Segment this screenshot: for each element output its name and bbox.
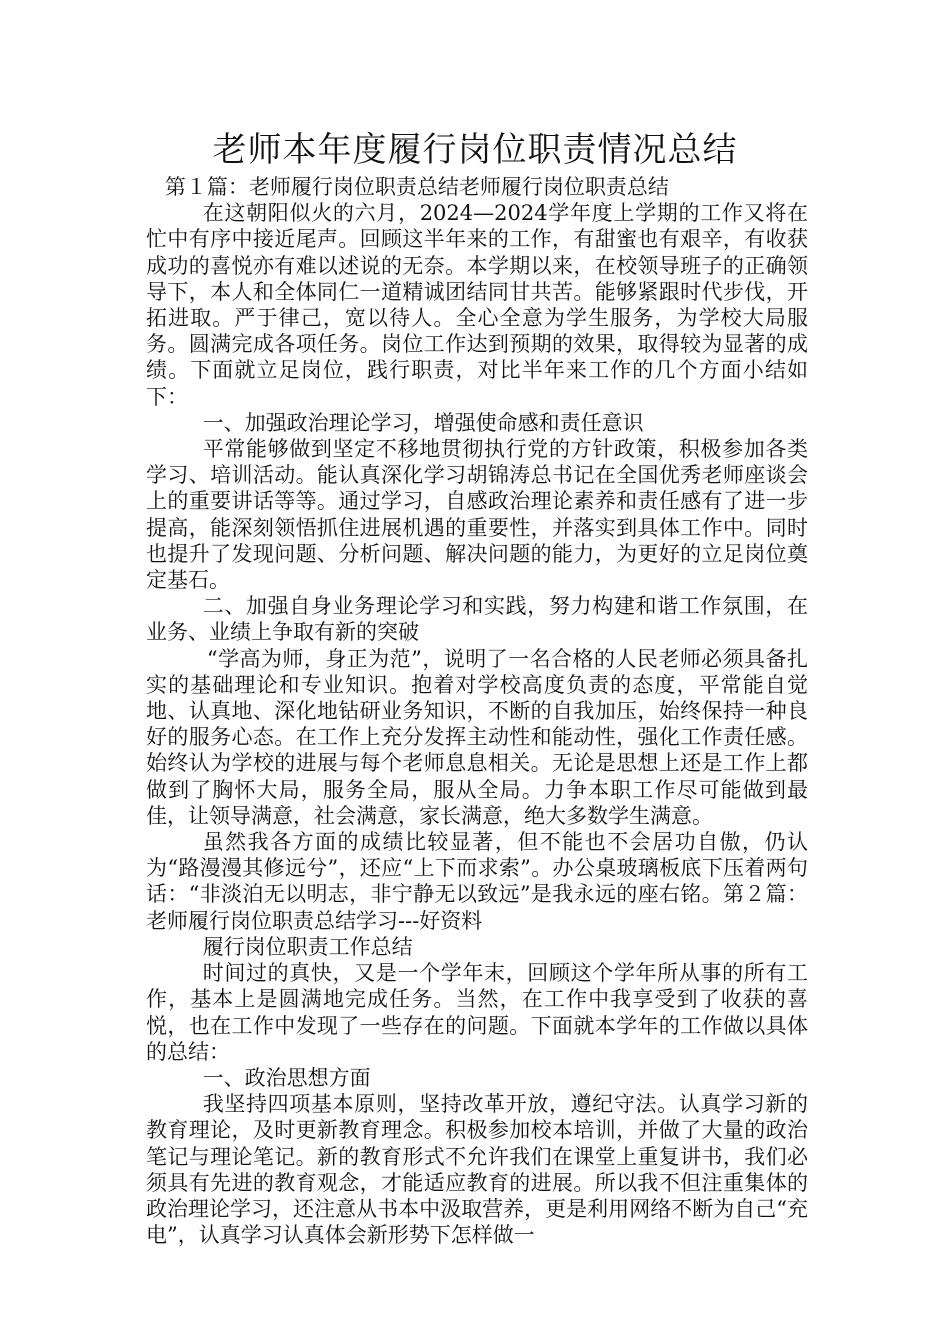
document-title: 老师本年度履行岗位职责情况总结: [212, 130, 738, 170]
body-paragraph: “学高为师，身正为范”，说明了一名合格的人民老师必须具备扎实的基础理论和专业知识。抱着对学校高度负责的态度，平常能自觉地、认真地、深化地钻研业务知识，不断的自我加压，始终保持一种良好的服务心态。在工作上充分发挥主动性和能动性，强化工作责任感。始终认为学校的进展与每个老师息息相关。无论是思想上还是工作上都做到了胸怀大局，服务全局，服从全局。力争本职工作尽可能做到最佳，让领导满意，社会满意，家长满意，绝大多数学生满意。: [146, 646, 808, 828]
section-heading: 一、政治思想方面: [202, 1065, 371, 1090]
body-paragraph: 虽然我各方面的成绩比较显著，但不能也不会居功自傲，仍认为“路漫漫其修远兮”，还应“上下而求索”。办公桌玻璃板底下压着两句话：“非淡泊无以明志，非宁静无以致远”是我永远的座右铭。第２篇：老师履行岗位职责总结学习---好资料: [146, 830, 808, 933]
document-body: [146, 174, 808, 1248]
section-heading: 二、加强自身业务理论学习和实践，努力构建和谐工作氛围，在业务、业绩上争取有新的突破: [146, 594, 808, 645]
body-paragraph: 我坚持四项基本原则，坚持改革开放，遵纪守法。认真学习新的教育理论，及时更新教育理念。积极参加校本培训，并做了大量的政治笔记与理论笔记。新的教育形式不允许我们在课堂上重复讲书，我们必须具有先进的教育观念，才能适应教育的进展。所以我不但注重集体的政治理论学习，还注意从书本中汲取营养，更是利用网络不断为自己“充电”，认真学习认真体会新形势下怎样做一: [146, 1092, 808, 1248]
part-heading: 第１篇：老师履行岗位职责总结老师履行岗位职责总结: [164, 175, 669, 199]
body-paragraph: 在这朝阳似火的六月，2024—2024学年度上学期的工作又将在忙中有序中接近尾声。回顾这半年来的工作，有甜蜜也有艰辛，有收获成功的喜悦亦有难以述说的无奈。本学期以来，在校领导班子的正确领导下，本人和全体同仁一道精诚团结同甘共苦。能够紧跟时代步伐，开拓进取。严于律己，宽以待人。全心全意为学生服务，为学校大局服务。圆满完成各项任务。岗位工作达到预期的效果，取得较为显著的成绩。下面就立足岗位，践行职责，对比半年来工作的几个方面小结如下：: [146, 201, 808, 409]
body-paragraph: 时间过的真快，又是一个学年末，回顾这个学年所从事的所有工作，基本上是圆满地完成任务。当然，在工作中我享受到了收获的喜悦，也在工作中发现了一些存在的问题。下面就本学年的工作做以具体的总结：: [146, 961, 808, 1064]
section-heading: 一、加强政治理论学习，增强使命感和责任意识: [202, 410, 644, 435]
body-paragraph: 平常能够做到坚定不移地贯彻执行党的方针政策，积极参加各类学习、培训活动。能认真深化学习胡锦涛总书记在全国优秀老师座谈会上的重要讲话等等。通过学习，自感政治理论素养和责任感有了进一步提高，能深刻领悟抓住进展机遇的重要性，并落实到具体工作中。同时也提升了发现问题、分析问题、解决问题的能力，为更好的立足岗位奠定基石。: [146, 437, 808, 593]
subtitle-line: 履行岗位职责工作总结: [202, 934, 413, 959]
